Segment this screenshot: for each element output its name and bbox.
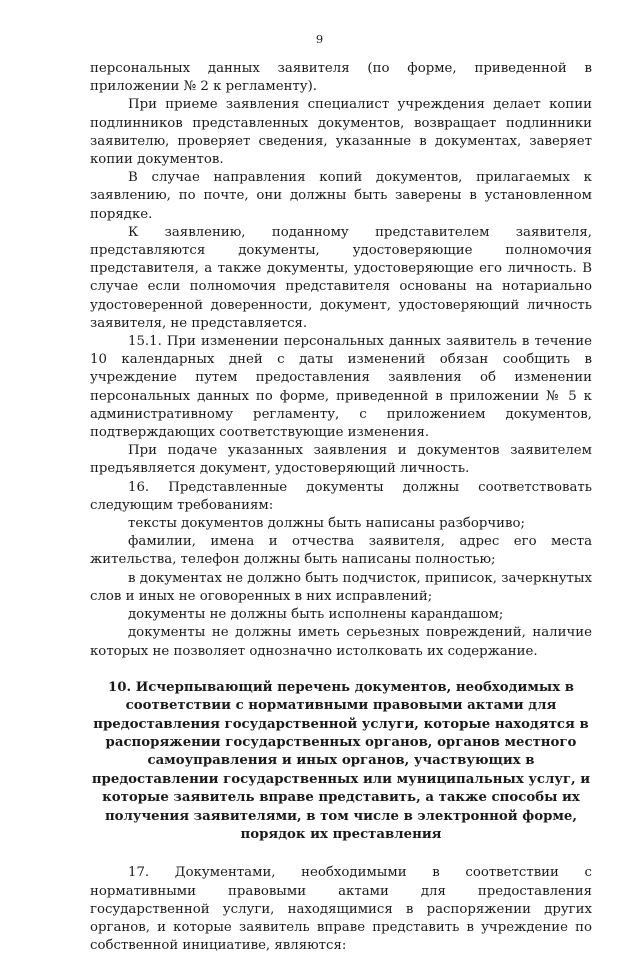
section-heading: 10. Исчерпывающий перечень документов, необходимых в соответствии с нормативными правовыми актами для предоставления государственной услуги, которые находятся в распоряжении государственных органов, органов местного самоуправления и иных органов, участвующих в предоставлении государственных или муниципальных услуг, и которые заявитель вправе представить, а также способы их получения заявителями, в том числе в электронной форме, порядок их преставления xyxy=(91,679,591,842)
paragraph: К заявлению, поданному представителем заявителя, представляются документы, удостоверяющие полномочия представителя, а также документы, удостоверяющие его личность. В случае если полномочия представителя основаны на нотариально удостоверенной доверенности, документ, удостоверяющий личность заявителя, не представляется. xyxy=(90,224,592,331)
paragraph: 15.1. При изменении персональных данных заявитель в течение 10 календарных дней с даты изменений обязан сообщить в учреждение путем предоставления заявления об изменении персональных данных по форме, приведенной в приложении № 5 к административному регламенту, с приложением документов, подтверждающих соответствующие изменения. xyxy=(90,334,592,441)
paragraph: фамилии, имена и отчества заявителя, адрес его места жительства, телефон должны быть написаны полностью; xyxy=(90,534,592,568)
paragraph: тексты документов должны быть написаны разборчиво; xyxy=(128,516,525,532)
paragraph: документы не должны иметь серьезных повреждений, наличие которых не позволяет однозначно истолковать их содержание. xyxy=(90,625,592,659)
paragraph: в документах не должно быть подчисток, приписок, зачеркнутых слов и иных не оговоренных в них исправлений; xyxy=(90,570,592,604)
paragraph: В случае направления копий документов, прилагаемых к заявлению, по почте, они должны быть заверены в установленном порядке. xyxy=(90,170,592,222)
paragraph: персональных данных заявителя (по форме, приведенной в приложении № 2 к регламенту). xyxy=(90,61,592,95)
paragraph: документы не должны быть исполнены карандашом; xyxy=(128,607,504,623)
page-content xyxy=(90,60,592,955)
paragraph: 17. Документами, необходимыми в соответствии с нормативными правовыми актами для предоставления государственной услуги, находящимися в распоряжении других органов, и которые заявитель вправе представить в учреждение по собственной инициативе, являются: xyxy=(90,865,592,954)
paragraph: 16. Представленные документы должны соответствовать следующим требованиям: xyxy=(90,479,592,513)
paragraph: При приеме заявления специалист учреждения делает копии подлинников представленных документов, возвращает подлинники заявителю, проверяет сведения, указанные в документах, заверяет копии документов. xyxy=(90,97,592,168)
paragraph: При подаче указанных заявления и документов заявителем предъявляется документ, удостоверяющий личность. xyxy=(90,443,592,477)
page-number: 9 xyxy=(315,32,324,46)
